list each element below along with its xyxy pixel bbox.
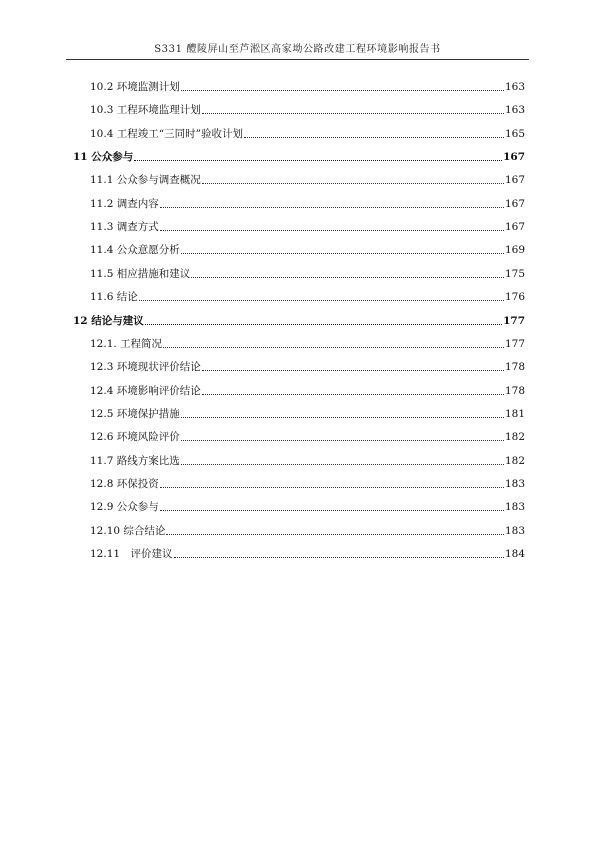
toc-section-entry[interactable]: [90, 522, 525, 538]
toc-page-number: 167: [504, 197, 525, 210]
toc-page-number: 177: [504, 337, 525, 350]
toc-entry-label: 12.9 公众参与: [90, 501, 159, 514]
toc-section-entry[interactable]: [90, 241, 525, 257]
toc-dot-leader: [160, 487, 504, 488]
toc-entry-label: 11.2 调查内容: [90, 197, 159, 210]
page-header: S331 醴陵屏山至芦淞区高家坳公路改建工程环境影响报告书: [154, 44, 441, 55]
toc-section-entry[interactable]: [90, 335, 525, 351]
toc-page-number: 183: [504, 501, 525, 514]
toc-dot-leader: [202, 113, 504, 114]
toc-page-number: 163: [504, 81, 525, 93]
toc-dot-leader: [202, 183, 504, 184]
toc-dot-leader: [181, 253, 504, 254]
toc-page-number: 175: [504, 267, 525, 280]
toc-dot-leader: [191, 277, 504, 278]
toc-dot-leader: [244, 137, 504, 138]
toc-dot-leader: [174, 557, 504, 558]
toc-entry-label: 12.3 环境现状评价结论: [90, 361, 201, 374]
toc-page-number: 167: [504, 221, 525, 234]
toc-page-number: 177: [503, 314, 525, 327]
toc-entry-label: 12.8 环保投资: [90, 477, 159, 490]
toc-dot-leader: [160, 510, 504, 511]
toc-entry-label: 12.6 环境风险评价: [90, 431, 180, 444]
toc-entry-label: 12.4 环境影响评价结论: [90, 384, 201, 397]
toc-entry-label: 11.6 结论: [90, 291, 138, 304]
toc-page-number: 178: [504, 361, 525, 374]
toc-page-number: 165: [504, 127, 525, 140]
toc-dot-leader: [134, 160, 502, 161]
toc-section-entry[interactable]: [90, 195, 525, 211]
toc-dot-leader: [181, 90, 504, 91]
toc-entry-label: 10.4 工程竣工“三同时”验收计划: [90, 127, 243, 140]
toc-entry-label: 12.10 综合结论: [90, 524, 166, 537]
toc-chapter-entry[interactable]: [73, 312, 525, 328]
toc-entry-label: 11.4 公众意愿分析: [90, 244, 180, 257]
toc-section-entry[interactable]: [90, 498, 525, 514]
toc-section-entry[interactable]: [90, 218, 525, 234]
toc-page-number: 163: [504, 104, 525, 117]
toc-page-number: 167: [504, 174, 525, 187]
toc-page-number: 182: [504, 431, 525, 444]
toc-dot-leader: [181, 417, 504, 418]
toc-dot-leader: [145, 324, 502, 325]
toc-entry-label: 11.5 相应措施和建议: [90, 267, 191, 280]
toc-section-entry[interactable]: [90, 125, 525, 141]
toc-page-number: 178: [504, 384, 525, 397]
toc-dot-leader: [181, 440, 504, 441]
toc-section-entry[interactable]: [90, 405, 525, 421]
toc-section-entry[interactable]: [90, 452, 525, 468]
toc-dot-leader: [160, 207, 504, 208]
toc-page-number: 176: [504, 291, 525, 304]
toc-entry-label: 10.3 工程环境监理计划: [90, 104, 201, 117]
toc-page-number: 169: [504, 244, 525, 257]
toc-section-entry[interactable]: [90, 101, 525, 117]
toc-dot-leader: [163, 347, 504, 348]
toc-entry-label: 11.3 调查方式: [90, 221, 159, 234]
toc-dot-leader: [202, 394, 504, 395]
toc-entry-label: 12.5 环境保护措施: [90, 407, 180, 420]
toc-dot-leader: [166, 534, 504, 535]
toc-chapter-entry[interactable]: [73, 148, 525, 164]
toc-page-number: 183: [504, 477, 525, 490]
toc-entry-label: 12.11 评价建议: [90, 548, 173, 560]
toc-section-entry[interactable]: [90, 78, 525, 94]
toc-dot-leader: [139, 300, 504, 301]
toc-section-entry[interactable]: [90, 475, 525, 491]
toc-section-entry[interactable]: [90, 265, 525, 281]
toc-page-number: 183: [504, 524, 525, 537]
toc-page-number: 184: [504, 548, 525, 560]
toc-section-entry[interactable]: [90, 288, 525, 304]
toc-section-entry[interactable]: [90, 428, 525, 444]
toc-dot-leader: [181, 464, 504, 465]
toc-page-number: 167: [503, 151, 525, 164]
toc-page-number: 182: [504, 454, 525, 467]
toc-entry-label: 10.2 环境监测计划: [90, 81, 180, 93]
toc-entry-label: 12 结论与建议: [73, 314, 144, 327]
toc-dot-leader: [202, 370, 504, 371]
toc-dot-leader: [160, 230, 504, 231]
toc-section-entry[interactable]: [90, 382, 525, 398]
toc-entry-label: 11.1 公众参与调查概况: [90, 174, 201, 187]
toc-entry-label: 11 公众参与: [73, 151, 134, 164]
toc-entry-label: 12.1. 工程简况: [90, 337, 163, 350]
toc-section-entry[interactable]: [90, 358, 525, 374]
toc-section-entry[interactable]: [90, 545, 525, 561]
toc-page-number: 181: [504, 407, 525, 420]
toc-section-entry[interactable]: [90, 171, 525, 187]
toc-entry-label: 11.7 路线方案比选: [90, 454, 180, 467]
